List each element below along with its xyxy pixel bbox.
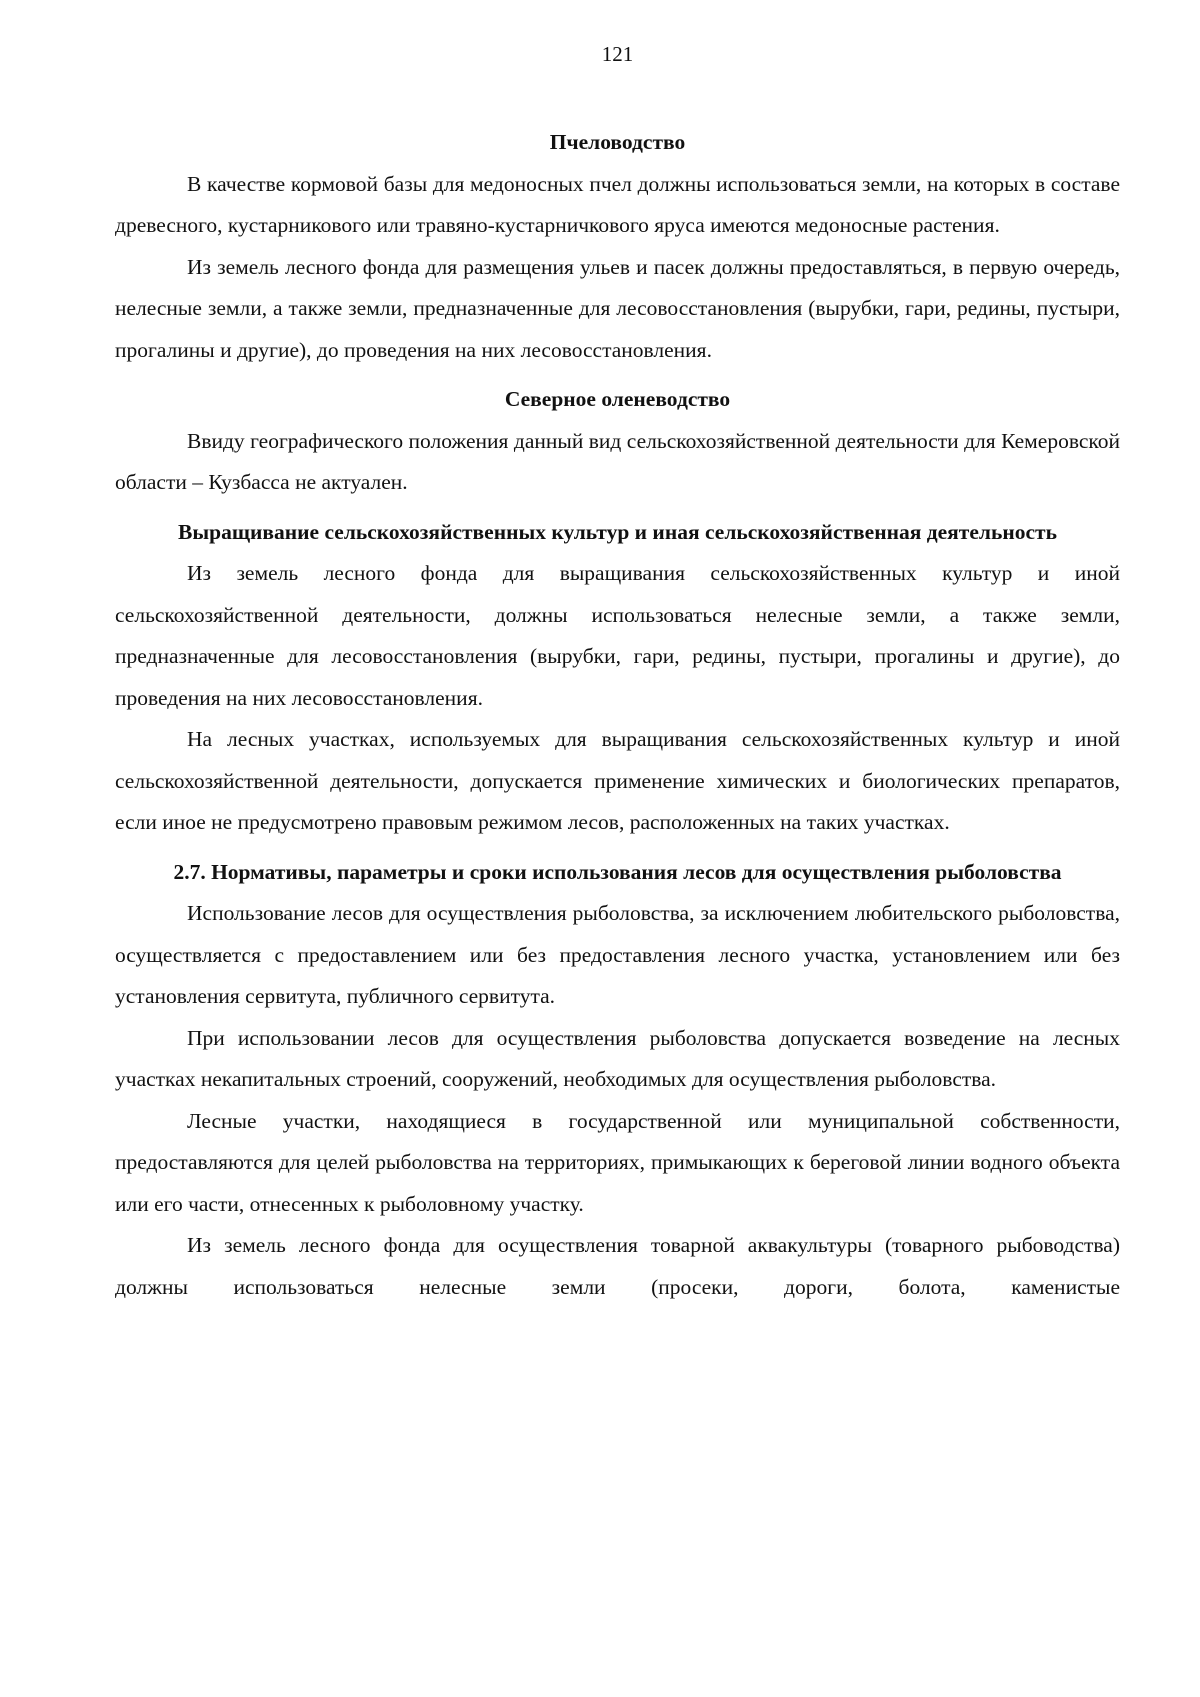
section-heading: Северное оленеводство [504, 387, 731, 411]
section-beekeeping [115, 122, 1120, 371]
page-number: 121 [601, 42, 634, 66]
section-heading: 2.7. Нормативы, параметры и сроки использования лесов для осуществления рыболовства [173, 859, 1062, 884]
paragraph: Из земель лесного фонда для размещения ульев и пасек должны предоставляться, в первую очередь, нелесные земли, а также земли, предназначенные для лесовосстановления (вырубки, гари, редины, пустыри, прогалины и другие), до проведения на них лесовосстановления. [115, 254, 1120, 362]
paragraph: Ввиду географического положения данный вид сельскохозяйственной деятельности для Кемеровской области – Кузбасса не актуален. [115, 428, 1120, 494]
paragraph: Лесные участки, находящиеся в государственной или муниципальной собственности, предоставляются для целей рыболовства на территориях, примыкающих к береговой линии водного объекта или его части, отнесенных к рыболовному участку. [115, 1108, 1120, 1216]
paragraph: Из земель лесного фонда для осуществления товарной аквакультуры (товарного рыбоводства) должны использоваться нелесные земли (просеки, дороги, болота, каменистые [115, 1233, 1120, 1299]
paragraph: Из земель лесного фонда для выращивания сельскохозяйственных культур и иной сельскохозяйственной деятельности, должны использоваться нелесные земли, а также земли, предназначенные для лесовосстановления (вырубки, гари, редины, пустыри, прогалины и другие), до проведения на них лесовосстановления. [115, 561, 1120, 710]
section-fishing [115, 852, 1120, 1309]
paragraph: При использовании лесов для осуществления рыболовства допускается возведение на лесных участках некапитальных строений, сооружений, необходимых для осуществления рыболовства. [115, 1025, 1120, 1091]
section-heading: Пчеловодство [549, 130, 686, 154]
section-heading: Выращивание сельскохозяйственных культур и иная сельскохозяйственная деятельность [178, 519, 1057, 544]
paragraph: На лесных участках, используемых для выращивания сельскохозяйственных культур и иной сельскохозяйственной деятельности, допускается применение химических и биологических препаратов, если иное не предусмотрено правовым режимом лесов, расположенных на таких участках. [115, 727, 1120, 834]
section-agriculture [115, 512, 1120, 844]
page-content [115, 122, 1120, 1308]
section-reindeer-herding [115, 379, 1120, 504]
document-page [115, 0, 1120, 1697]
paragraph: В качестве кормовой базы для медоносных пчел должны использоваться земли, на которых в составе древесного, кустарникового или травяно-кустарничкового яруса имеются медоносные растения. [115, 171, 1120, 237]
paragraph: Использование лесов для осуществления рыболовства, за исключением любительского рыболовства, осуществляется с предоставлением или без предоставления лесного участка, установлением или без установления сервитута, публичного сервитута. [115, 901, 1120, 1008]
